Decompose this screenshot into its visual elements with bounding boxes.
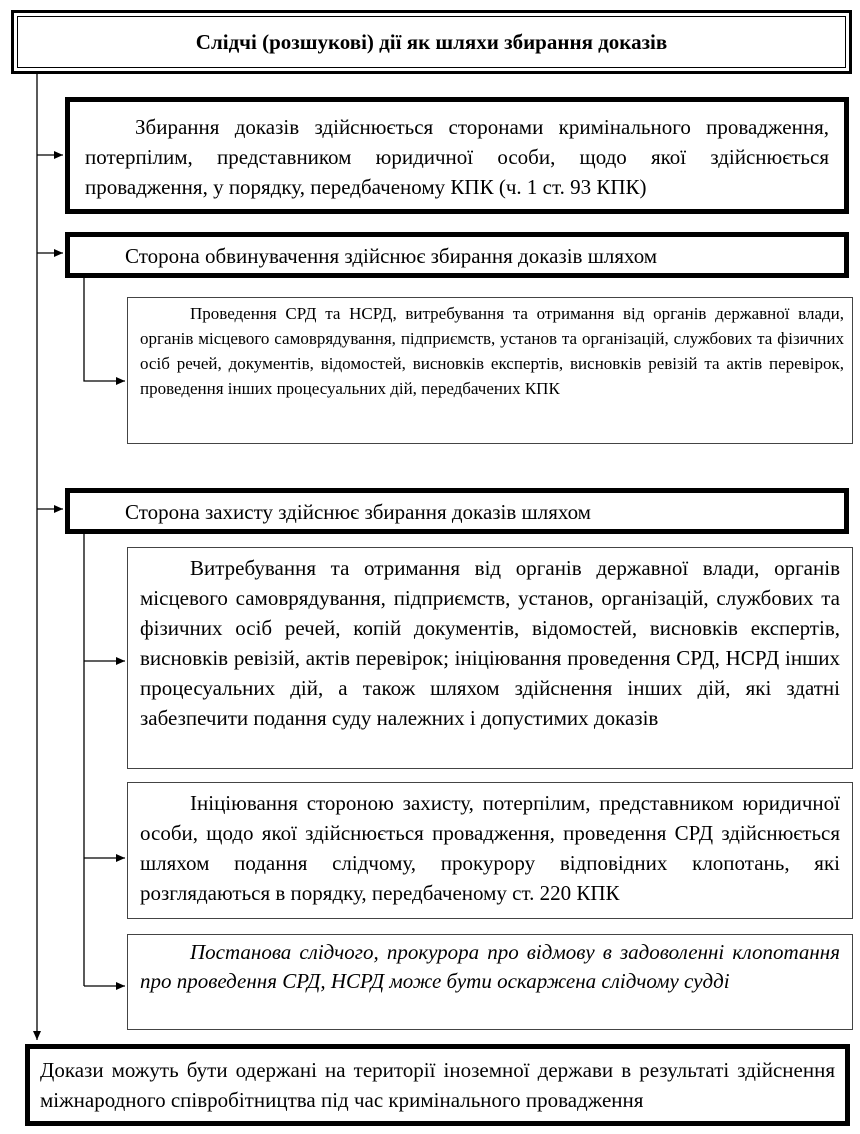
prosecution-means-box: Проведення СРД та НСРД, витребування та отримання від органів державної влади, органів місцевого самоврядування, підприємств, установ та організацій, службових та фізичних осіб речей, документів, відомостей, висновків експертів, висновків ревізій та актів перевірок, проведення інших процесуальних дій, передбачених КПК bbox=[127, 297, 853, 444]
collection-rule-box: Збирання доказів здійснюється сторонами кримінального провадження, потерпілим, представником юридичної особи, щодо якої здійснюється провадження, у порядку, передбаченому КПК (ч. 1 ст. 93 КПК) bbox=[65, 97, 849, 214]
appeal-note-box: Постанова слідчого, прокурора про відмову в задоволенні клопотання про проведення СРД, НСРД може бути оскаржена слідчому судді bbox=[127, 934, 853, 1030]
prosecution-branch-connector bbox=[84, 278, 125, 381]
title-box bbox=[11, 10, 852, 74]
prosecution-header-box: Сторона обвинувачення здійснює збирання доказів шляхом bbox=[65, 232, 849, 278]
defense-header-box: Сторона захисту здійснює збирання доказів шляхом bbox=[65, 488, 849, 534]
defense-initiation-box: Ініціювання стороною захисту, потерпілим, представником юридичної особи, щодо якої здійснюється провадження, проведення СРД здійснюється шляхом подання слідчому, прокурору відповідних клопотань, які розглядаються в порядку, передбаченому ст. 220 КПК bbox=[127, 782, 853, 919]
diagram-title: Слідчі (розшукові) дії як шляхи збирання доказів bbox=[17, 16, 846, 68]
defense-means-box: Витребування та отримання від органів державної влади, органів місцевого самоврядування, підприємств, установ, організацій, службових та фізичних осіб речей, копій документів, відомостей, висновків експертів, висновків ревізій, актів перевірок; ініціювання проведення СРД, НСРД інших процесуальних дій, а також шляхом здійснення інших дій, які здатні забезпечити подання суду належних і допустимих доказів bbox=[127, 547, 853, 769]
foreign-evidence-box: Докази можуть бути одержані на території іноземної держави в результаті здійснення міжнародного співробітництва під час кримінального провадження bbox=[25, 1044, 850, 1126]
